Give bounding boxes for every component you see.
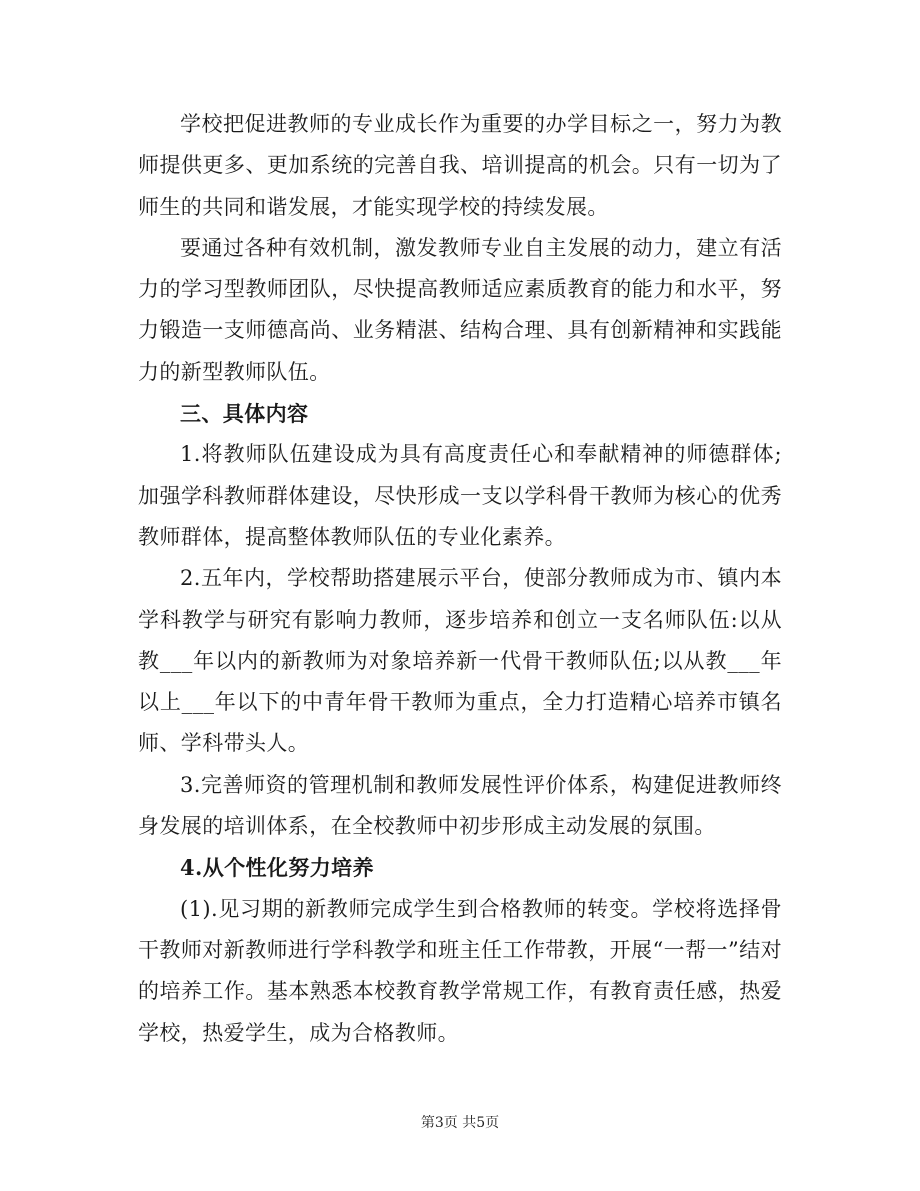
paragraph: 1.将教师队伍建设成为具有高度责任心和奉献精神的师德群体;加强学科教师群体建设，尽快形成一支以学科骨干教师为核心的优秀教师群体，提高整体教师队伍的专业化素养。 <box>138 442 782 549</box>
paragraph: 要通过各种有效机制，激发教师专业自主发展的动力，建立有活力的学习型教师团队，尽快提高教师适应素质教育的能力和水平，努力锻造一支师德高尚、业务精湛、结构合理、具有创新精神和实践能力的新型教师队伍。 <box>138 235 782 384</box>
section-heading: 三、具体内容 <box>180 401 309 427</box>
paragraph: 2.五年内，学校帮助搭建展示平台，使部分教师成为市、镇内本学科教学与研究有影响力教师，逐步培养和创立一支名师队伍:以从教___年以内的新教师为对象培养新一代骨干教师队伍;以从教___年以上___年以下的中青年骨干教师为重点，全力打造精心培养市镇名师、学科带头人。 <box>138 566 782 756</box>
section-heading: 4.从个性化努力培养 <box>180 855 374 881</box>
paragraph: 学校把促进教师的专业成长作为重要的办学目标之一，努力为教师提供更多、更加系统的完善自我、培训提高的机会。只有一切为了师生的共同和谐发展，才能实现学校的持续发展。 <box>138 112 782 219</box>
document-body <box>138 104 782 1054</box>
paragraph: (1).见习期的新教师完成学生到合格教师的转变。学校将选择骨干教师对新教师进行学科教学和班主任工作带教，开展“一帮一”结对的培养工作。基本熟悉本校教育教学常规工作，有教育责任感，热爱学校，热爱学生，成为合格教师。 <box>138 896 782 1045</box>
paragraph: 3.完善师资的管理机制和教师发展性评价体系，构建促进教师终身发展的培训体系，在全校教师中初步形成主动发展的氛围。 <box>138 772 782 839</box>
page-number-footer: 第3页 共5页 <box>420 1115 500 1131</box>
